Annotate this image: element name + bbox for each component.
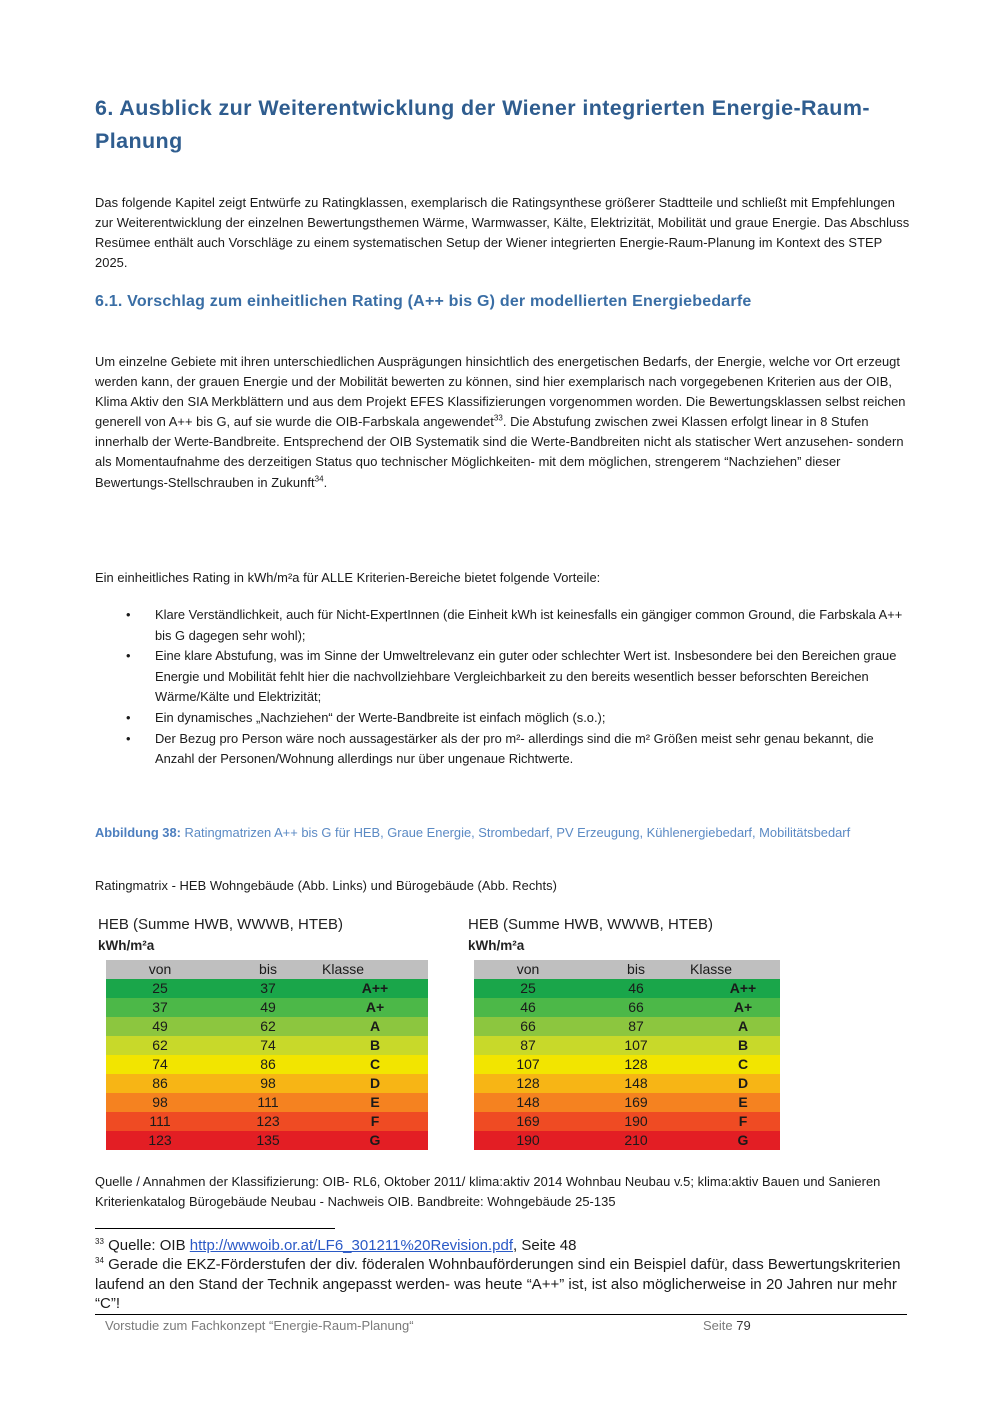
table-row xyxy=(106,998,428,1017)
list-item-text: Der Bezug pro Person wäre noch aussagestärker als der pro m²- allerdings sind die m² Größen meist sehr genau bekannt, die Anzahl der Personen/Wohnung allerdings nur über ungenaue Richtwerte. xyxy=(155,730,874,767)
table-unit: kWh/m²a xyxy=(468,938,525,953)
cell-von: 74 xyxy=(152,1056,168,1072)
cell-bis: 62 xyxy=(260,1018,276,1034)
footnote-33 xyxy=(95,1236,915,1256)
cell-bis: 37 xyxy=(260,980,276,996)
cell-klasse: F xyxy=(370,1113,380,1129)
table-row xyxy=(106,1074,428,1093)
footnote-ref-33[interactable]: 33 xyxy=(493,413,503,423)
cell-bis: 148 xyxy=(624,1075,648,1091)
bullet-icon: • xyxy=(126,730,131,746)
rating-paragraph-part-b: . Die Abstufung zwischen zwei Klassen erfolgt linear in 8 Stufen innerhalb der Werte-Bandbreite. Entsprechend der OIB Systematik sind die Werte-Bandbreiten nicht als statischer Wert anzusehen- sondern als Momentaufnahme des derzeitigen Status quo technischer Möglichkeiten- mit dem möglichen, strengerem “Nachziehen” dieser Bewertungs-Stellschrauben in Zukunft xyxy=(95,414,904,490)
cell-von: 25 xyxy=(520,980,536,996)
cell-bis: 66 xyxy=(628,999,644,1015)
footer-divider xyxy=(95,1314,907,1315)
cell-klasse: A+ xyxy=(365,999,385,1015)
column-header-von: von xyxy=(148,961,172,977)
figure-caption-text: Ratingmatrizen A++ bis G für HEB, Graue Energie, Strombedarf, PV Erzeugung, Kühlenergiebedarf, Mobilitätsbedarf xyxy=(180,825,851,840)
bullet-icon: • xyxy=(126,607,131,622)
cell-bis: 135 xyxy=(256,1132,280,1148)
cell-klasse: A++ xyxy=(729,980,757,996)
footnote-ref-34[interactable]: 34 xyxy=(314,474,324,484)
table-row xyxy=(474,1036,780,1055)
cell-von: 128 xyxy=(516,1075,540,1091)
cell-von: 107 xyxy=(516,1056,540,1072)
cell-von: 87 xyxy=(520,1037,536,1053)
bullet-icon: • xyxy=(126,709,131,725)
cell-bis: 46 xyxy=(628,980,644,996)
list-item xyxy=(95,646,910,708)
list-item xyxy=(95,708,910,729)
table-row xyxy=(106,1131,428,1150)
cell-bis: 107 xyxy=(624,1037,648,1053)
footnote-divider xyxy=(95,1228,335,1229)
figure-caption xyxy=(95,824,895,842)
table-row xyxy=(474,979,780,998)
cell-von: 86 xyxy=(152,1075,168,1091)
rating-paragraph xyxy=(95,352,910,493)
table-title: HEB (Summe HWB, WWWB, HTEB) xyxy=(468,916,713,933)
list-item-text: Eine klare Abstufung, was im Sinne der Umweltrelevanz ein guter oder schlechter Wert ist. Insbesondere bei den Bereichen graue Energie und Mobilität fehlt hier die nachvollziehbare Vergleichbarkeit zu den bereits wesentlich besser beforschten Bereichen Wärme/Kälte und Elektrizität; xyxy=(155,648,897,705)
table-unit: kWh/m²a xyxy=(98,938,155,953)
cell-klasse: A++ xyxy=(361,980,389,996)
table-grid xyxy=(106,960,428,1150)
cell-klasse: E xyxy=(738,1094,748,1110)
cell-klasse: B xyxy=(369,1037,381,1053)
footer-title: Vorstudie zum Fachkonzept “Energie-Raum-Planung“ xyxy=(105,1318,414,1333)
footnote-34 xyxy=(95,1255,915,1314)
table-header-row xyxy=(474,960,780,979)
cell-klasse: G xyxy=(737,1132,749,1148)
cell-bis: 190 xyxy=(624,1113,648,1129)
table-header-row xyxy=(106,960,428,979)
cell-klasse: D xyxy=(369,1075,381,1091)
cell-von: 66 xyxy=(520,1018,536,1034)
footnote-number: 33 xyxy=(95,1237,104,1246)
list-item-text: Ein dynamisches „Nachziehen“ der Werte-Bandbreite ist einfach möglich (s.o.); xyxy=(155,709,606,725)
table-row xyxy=(106,1093,428,1112)
table-row xyxy=(474,998,780,1017)
footnote-text-end: , Seite 48 xyxy=(513,1237,577,1254)
cell-klasse: A xyxy=(737,1018,749,1034)
cell-bis: 123 xyxy=(256,1113,280,1129)
cell-klasse: B xyxy=(737,1037,749,1053)
cell-klasse: C xyxy=(737,1056,749,1072)
column-header-klasse: Klasse xyxy=(690,961,733,977)
cell-von: 98 xyxy=(152,1094,168,1110)
advantages-list xyxy=(95,605,910,770)
column-header-bis: bis xyxy=(259,961,277,977)
cell-von: 190 xyxy=(516,1132,540,1148)
cell-klasse: A xyxy=(369,1018,381,1034)
intro-paragraph: Das folgende Kapitel zeigt Entwürfe zu Ratingklassen, exemplarisch die Ratingsynthese größerer Stadtteile und schließt mit Empfehlungen zur Weiterentwicklung der einzelnen Bewertungsthemen Wärme, Warmwasser, Kälte, Elektrizität, Mobilität und graue Energie. Das Abschluss Resümee enthält auch Vorschläge zu einem systematischen Setup der Wiener integrierten Energie-Raum-Planung im Kontext des STEP 2025. xyxy=(95,195,910,271)
table-row xyxy=(106,1017,428,1036)
table-row xyxy=(474,1055,780,1074)
cell-klasse: C xyxy=(369,1056,381,1072)
list-item xyxy=(95,729,910,770)
cell-bis: 210 xyxy=(624,1132,648,1148)
table-row xyxy=(106,1036,428,1055)
cell-von: 111 xyxy=(149,1113,171,1129)
cell-klasse: D xyxy=(737,1075,749,1091)
list-item xyxy=(95,605,910,646)
footer-page xyxy=(703,1318,751,1333)
cell-klasse: G xyxy=(369,1132,381,1148)
table-row xyxy=(474,1093,780,1112)
table-row xyxy=(474,1112,780,1131)
table-title: HEB (Summe HWB, WWWB, HTEB) xyxy=(98,916,343,933)
table-row xyxy=(106,979,428,998)
advantages-intro: Ein einheitliches Rating in kWh/m²a für ALLE Kriterien-Bereiche bietet folgende Vorteile: xyxy=(95,570,601,585)
cell-von: 49 xyxy=(152,1018,168,1034)
cell-von: 148 xyxy=(516,1094,540,1110)
table-row xyxy=(474,1131,780,1150)
chapter-heading: 6. Ausblick zur Weiterentwicklung der Wiener integrierten Energie-Raum-Planung xyxy=(95,96,870,153)
cell-von: 46 xyxy=(520,999,536,1015)
cell-bis: 98 xyxy=(260,1075,276,1091)
cell-bis: 49 xyxy=(260,999,276,1015)
cell-bis: 111 xyxy=(257,1094,279,1110)
cell-bis: 128 xyxy=(624,1056,648,1072)
footnote-text: Gerade die EKZ-Förderstufen der div. föderalen Wohnbauförderungen sind ein Beispiel dafür, dass Bewertungskriterien laufend an den Stand der Technik angepasst werden- was heute “A++” ist, ist also möglicherweise in 20 Jahren nur mehr “C”! xyxy=(95,1256,901,1312)
column-header-bis: bis xyxy=(627,961,645,977)
cell-bis: 86 xyxy=(260,1056,276,1072)
column-header-klasse: Klasse xyxy=(322,961,365,977)
cell-von: 25 xyxy=(152,980,168,996)
cell-bis: 169 xyxy=(624,1094,648,1110)
figure-caption-label: Abbildung 38: xyxy=(95,825,181,840)
cell-klasse: A+ xyxy=(733,999,753,1015)
matrix-title: Ratingmatrix - HEB Wohngebäude (Abb. Links) und Bürogebäude (Abb. Rechts) xyxy=(95,878,557,893)
page-label: Seite xyxy=(703,1318,737,1333)
cell-bis: 87 xyxy=(628,1018,644,1034)
cell-klasse: E xyxy=(370,1094,380,1110)
cell-bis: 74 xyxy=(260,1037,276,1053)
footnote-number: 34 xyxy=(95,1256,104,1265)
cell-von: 37 xyxy=(152,999,168,1015)
bullet-icon: • xyxy=(126,648,131,664)
footnote-link[interactable]: http://wwwoib.or.at/LF6_301211%20Revision.pdf xyxy=(189,1237,514,1254)
table-row xyxy=(474,1017,780,1036)
cell-von: 123 xyxy=(148,1132,172,1148)
footnote-text: Quelle: OIB xyxy=(103,1237,190,1254)
table-row xyxy=(474,1074,780,1093)
table-grid xyxy=(474,960,780,1150)
rating-paragraph-part-a: Um einzelne Gebiete mit ihren unterschiedlichen Ausprägungen hinsichtlich des energetischen Bedarfs, der Energie, welche vor Ort erzeugt werden kann, der grauen Energie und der Mobilität bewerten zu können, sind hier exemplarisch nach vorgegebenen Kriterien aus der OIB, Klima Aktiv den SIA Merkblättern und aus dem Projekt EFES Klassifizierungen vorgenommen worden. Die Bewertungsklassen selbst reichen generell von A++ bis G, auf sie wurde die OIB-Farbskala angewendet xyxy=(95,354,906,430)
cell-von: 169 xyxy=(516,1113,540,1129)
rating-paragraph-part-c: . xyxy=(323,474,328,490)
cell-von: 62 xyxy=(152,1037,168,1053)
section-heading: 6.1. Vorschlag zum einheitlichen Rating (A++ bis G) der modellierten Energiebedarfe xyxy=(95,293,752,310)
table-row xyxy=(106,1112,428,1131)
table-row xyxy=(106,1055,428,1074)
page-number: 79 xyxy=(736,1318,751,1333)
source-note: Quelle / Annahmen der Klassifizierung: OIB- RL6, Oktober 2011/ klima:aktiv 2014 Wohnbau Neubau v.5; klima:aktiv Bauen und Sanieren Kriterienkatalog Bürogebäude Neubau - Nachweis OIB. Bandbreite: Wohngebäude 25-135 xyxy=(95,1174,881,1210)
cell-klasse: F xyxy=(738,1113,748,1129)
column-header-von: von xyxy=(516,961,540,977)
list-item-text: Klare Verständlichkeit, auch für Nicht-ExpertInnen (die Einheit kWh ist keinesfalls ein gängiger common Ground, die Farbskala A++ bis G dagegen sehr wohl); xyxy=(155,607,903,643)
